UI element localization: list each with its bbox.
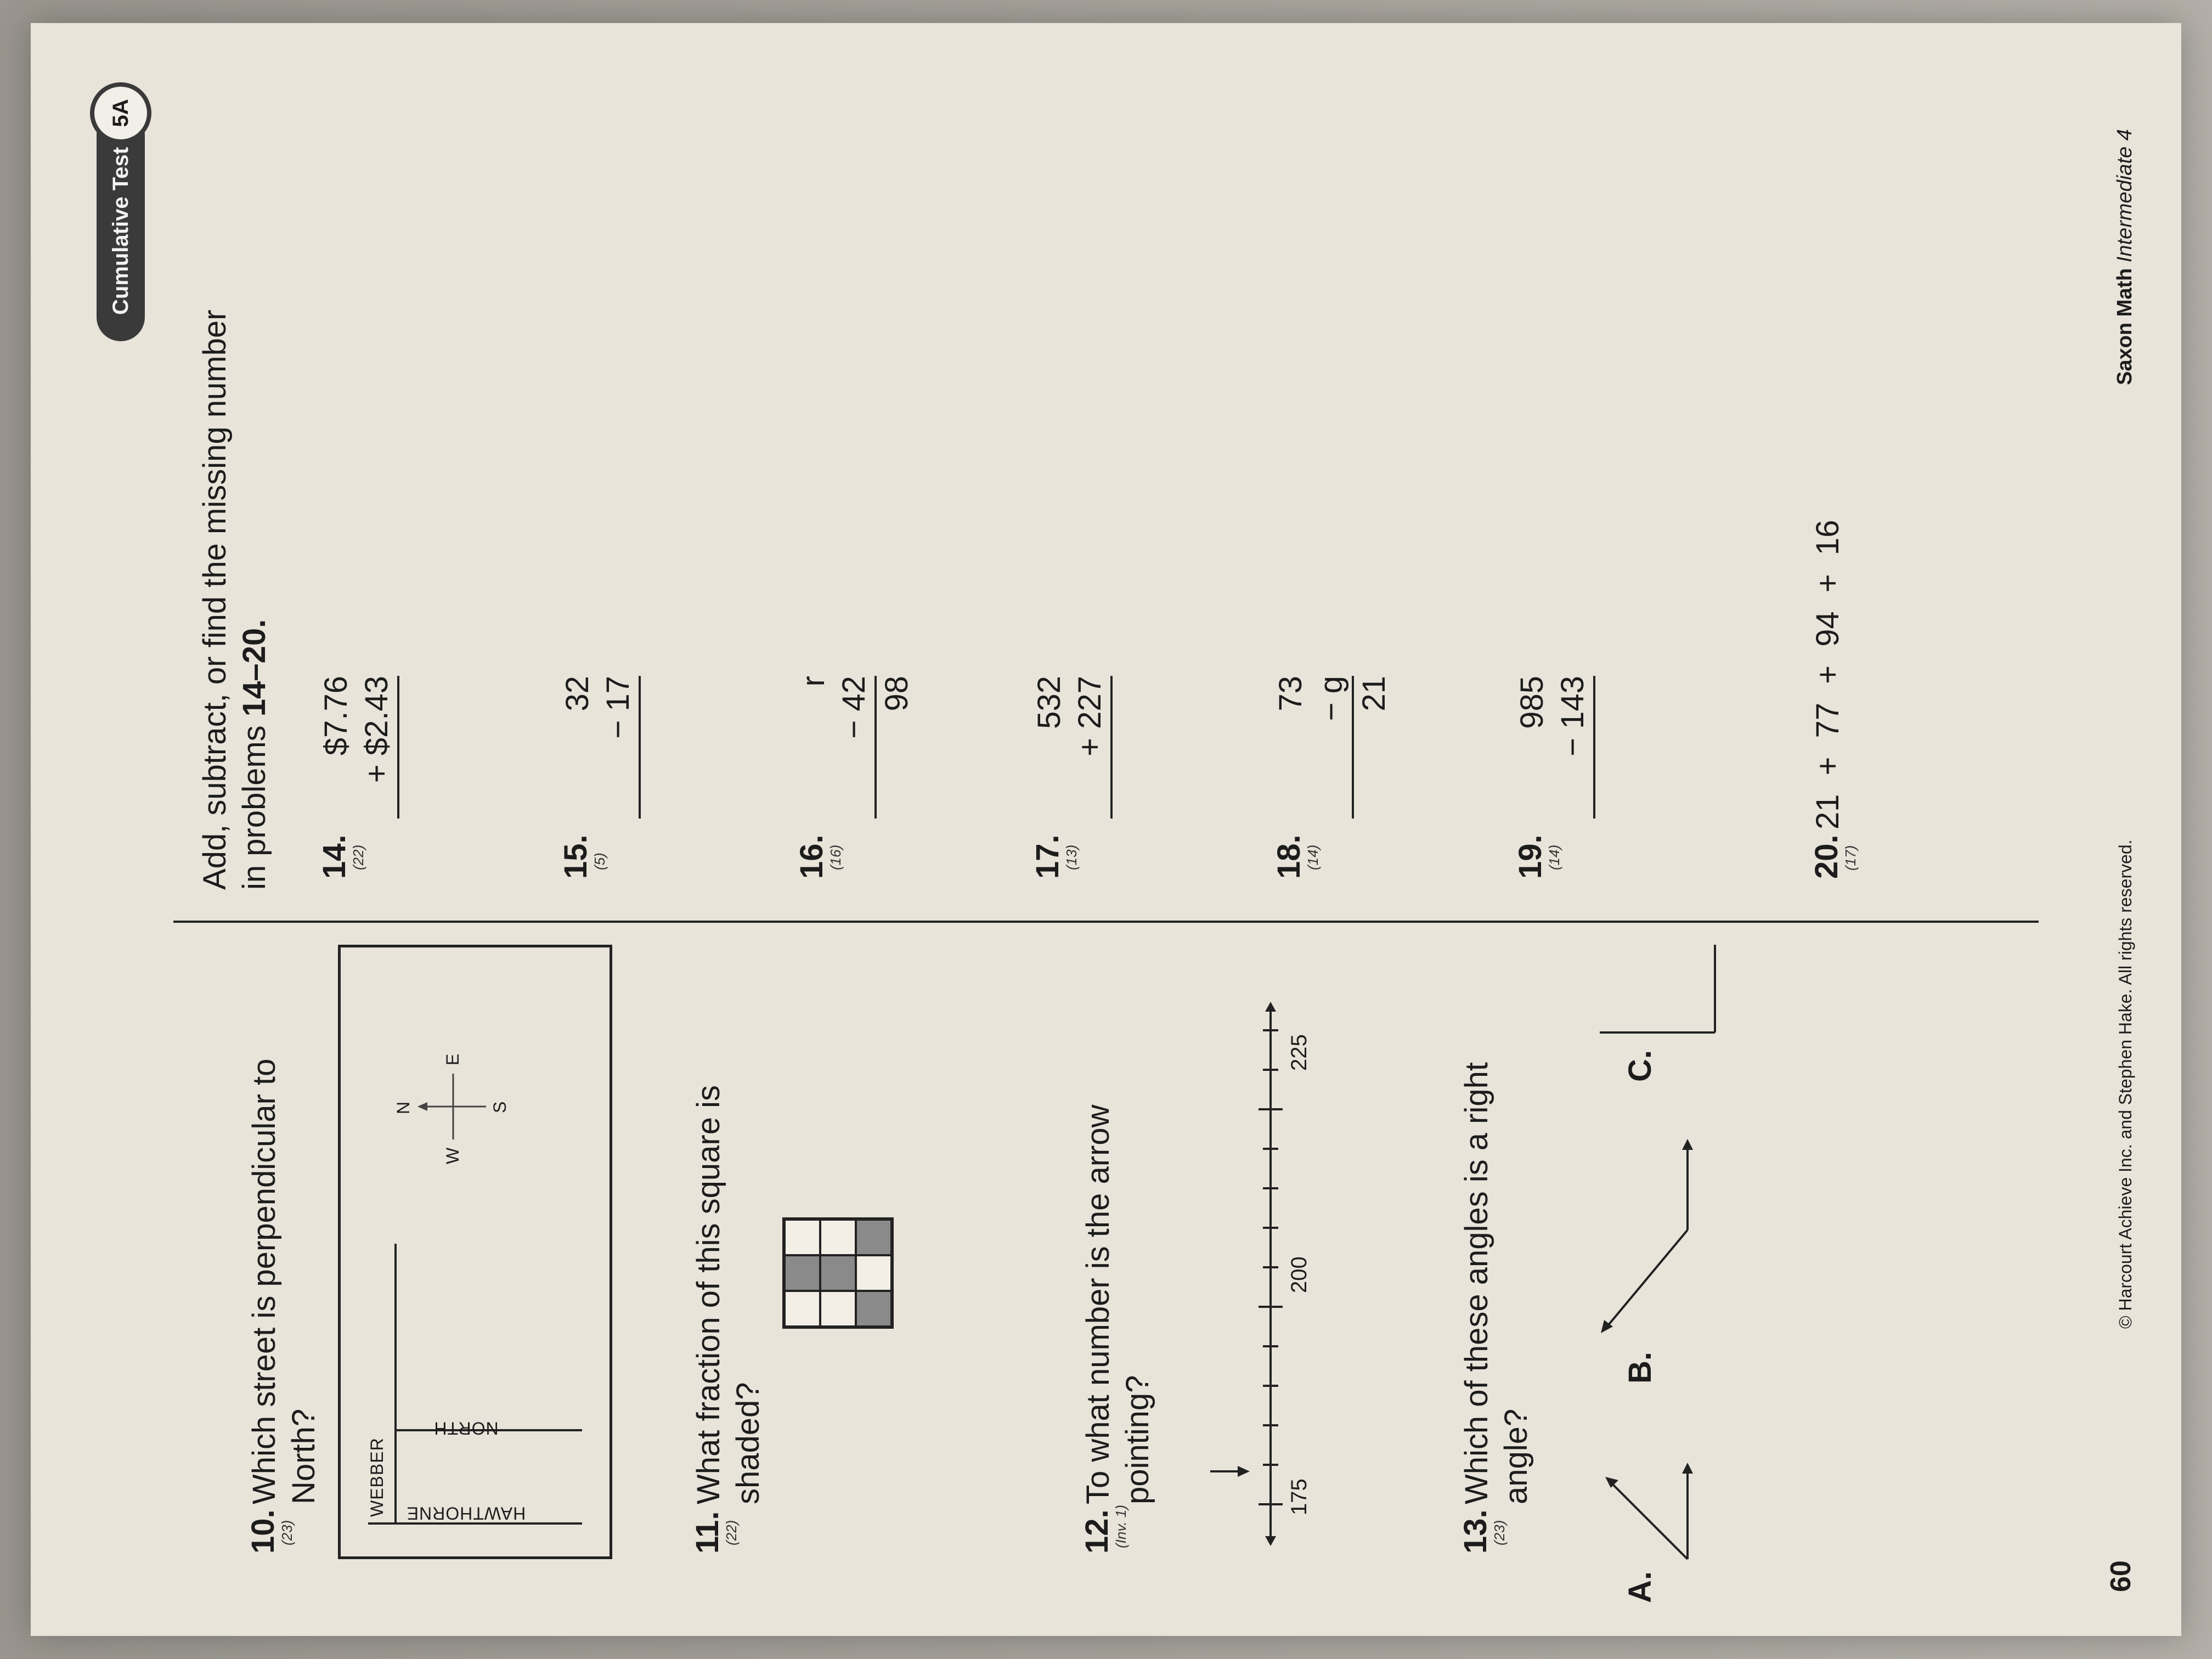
compass-s: S — [490, 1101, 510, 1113]
q10-line1: Which street is perpendicular to — [246, 1058, 282, 1504]
q10-lesson: (23) — [279, 1520, 295, 1545]
tick-label-200: 200 — [1287, 1256, 1311, 1293]
fraction-square — [782, 1217, 894, 1329]
grid-cell — [856, 1220, 891, 1255]
tick-label-175: 175 — [1287, 1479, 1311, 1515]
q11-line1: What fraction of this square is — [691, 1085, 726, 1504]
angle-c — [1589, 934, 1731, 1043]
choice-c-label: C. — [1622, 1050, 1658, 1082]
street-map — [338, 945, 612, 1559]
q11-lesson: (22) — [723, 1520, 740, 1545]
problem-number: 14. — [317, 834, 352, 879]
problem-lesson: (14) — [1546, 844, 1562, 870]
problem-bottom: + $2.43 — [357, 676, 399, 819]
q20-expression: 21 + 77 + 94 + 16 — [1810, 520, 1846, 830]
q11-line2: shaded? — [730, 1382, 766, 1504]
problem-bottom: − 17 — [598, 676, 641, 819]
problem-bottom: − 42 — [834, 676, 877, 819]
compass-n: N — [393, 1101, 413, 1114]
test-title: Cumulative Test — [108, 147, 133, 315]
q10-line2: North? — [286, 1408, 321, 1504]
problem-top: $7.76 — [318, 676, 354, 756]
q12-lesson: (Inv. 1) — [1113, 1505, 1129, 1548]
test-badge: 5A — [90, 82, 151, 144]
problem-lesson: (16) — [827, 844, 844, 870]
q13-lesson: (23) — [1491, 1520, 1508, 1545]
book-title: Saxon Math Intermediate 4 — [2113, 129, 2136, 385]
problem-result: 98 — [879, 676, 915, 712]
problem-number: 15. — [558, 834, 594, 879]
grid-cell — [820, 1220, 856, 1255]
q20-lesson: (17) — [1842, 845, 1859, 871]
tick-label-225: 225 — [1287, 1034, 1311, 1071]
grid-cell — [820, 1255, 856, 1291]
compass-e: E — [443, 1053, 462, 1065]
problem-lesson: (13) — [1063, 844, 1080, 870]
q10-number: 10. — [245, 1509, 281, 1554]
grid-cell — [820, 1291, 856, 1327]
q13-line1: Which of these angles is a right — [1459, 1062, 1494, 1504]
copyright: © Harcourt Achieve Inc. and Stephen Hake. All rights reserved. — [2115, 839, 2135, 1329]
q20-number: 20. — [1809, 834, 1844, 879]
problem-bottom: − 143 — [1553, 676, 1595, 819]
grid-cell — [785, 1291, 820, 1327]
q11-number: 11. — [690, 1511, 725, 1554]
problem-number: 18. — [1271, 834, 1307, 879]
worksheet-page — [31, 23, 2181, 1636]
column-divider — [173, 921, 2039, 923]
instructions-line2: in problems 14–20. — [236, 619, 272, 890]
street-label-north: NORTH — [433, 1418, 499, 1438]
choice-b-label: B. — [1622, 1352, 1658, 1384]
page-number: 60 — [2105, 1560, 2137, 1592]
q13-number: 13. — [1458, 1509, 1493, 1554]
problem-lesson: (5) — [591, 853, 608, 870]
problem-lesson: (22) — [350, 844, 366, 870]
grid-cell — [856, 1291, 891, 1327]
problem-lesson: (14) — [1305, 844, 1321, 870]
problem-number: 19. — [1513, 834, 1548, 879]
grid-cell — [785, 1220, 820, 1255]
number-line-labels — [1287, 1000, 1325, 1548]
problem-top: r — [795, 676, 831, 687]
q13-line2: angle? — [1498, 1408, 1534, 1504]
test-title-pill — [97, 111, 145, 341]
angle-a — [1600, 1438, 1699, 1570]
problem-bottom: − g — [1311, 676, 1354, 819]
angle-b — [1589, 1131, 1709, 1340]
q12-line1: To what number is the arrow — [1080, 1104, 1116, 1504]
problem-top: 73 — [1273, 676, 1308, 712]
problem-number: 16. — [794, 834, 830, 879]
problem-bottom: + 227 — [1070, 676, 1113, 819]
street-label-hawthorne: HAWTHORNE — [406, 1503, 526, 1523]
compass-w: W — [443, 1147, 462, 1164]
q12-line2: pointing? — [1120, 1375, 1155, 1504]
problem-top: 32 — [560, 676, 595, 712]
instructions-line1: Add, subtract, or find the missing number — [197, 309, 233, 890]
street-label-webber: WEBBER — [367, 1437, 387, 1517]
choice-a-label: A. — [1622, 1571, 1658, 1603]
problem-top: 532 — [1031, 676, 1067, 729]
q12-number: 12. — [1079, 1509, 1115, 1554]
grid-cell — [856, 1255, 891, 1291]
grid-cell — [785, 1255, 820, 1291]
problem-number: 17. — [1030, 834, 1065, 879]
problem-result: 21 — [1356, 676, 1392, 712]
problem-top: 985 — [1514, 676, 1550, 729]
